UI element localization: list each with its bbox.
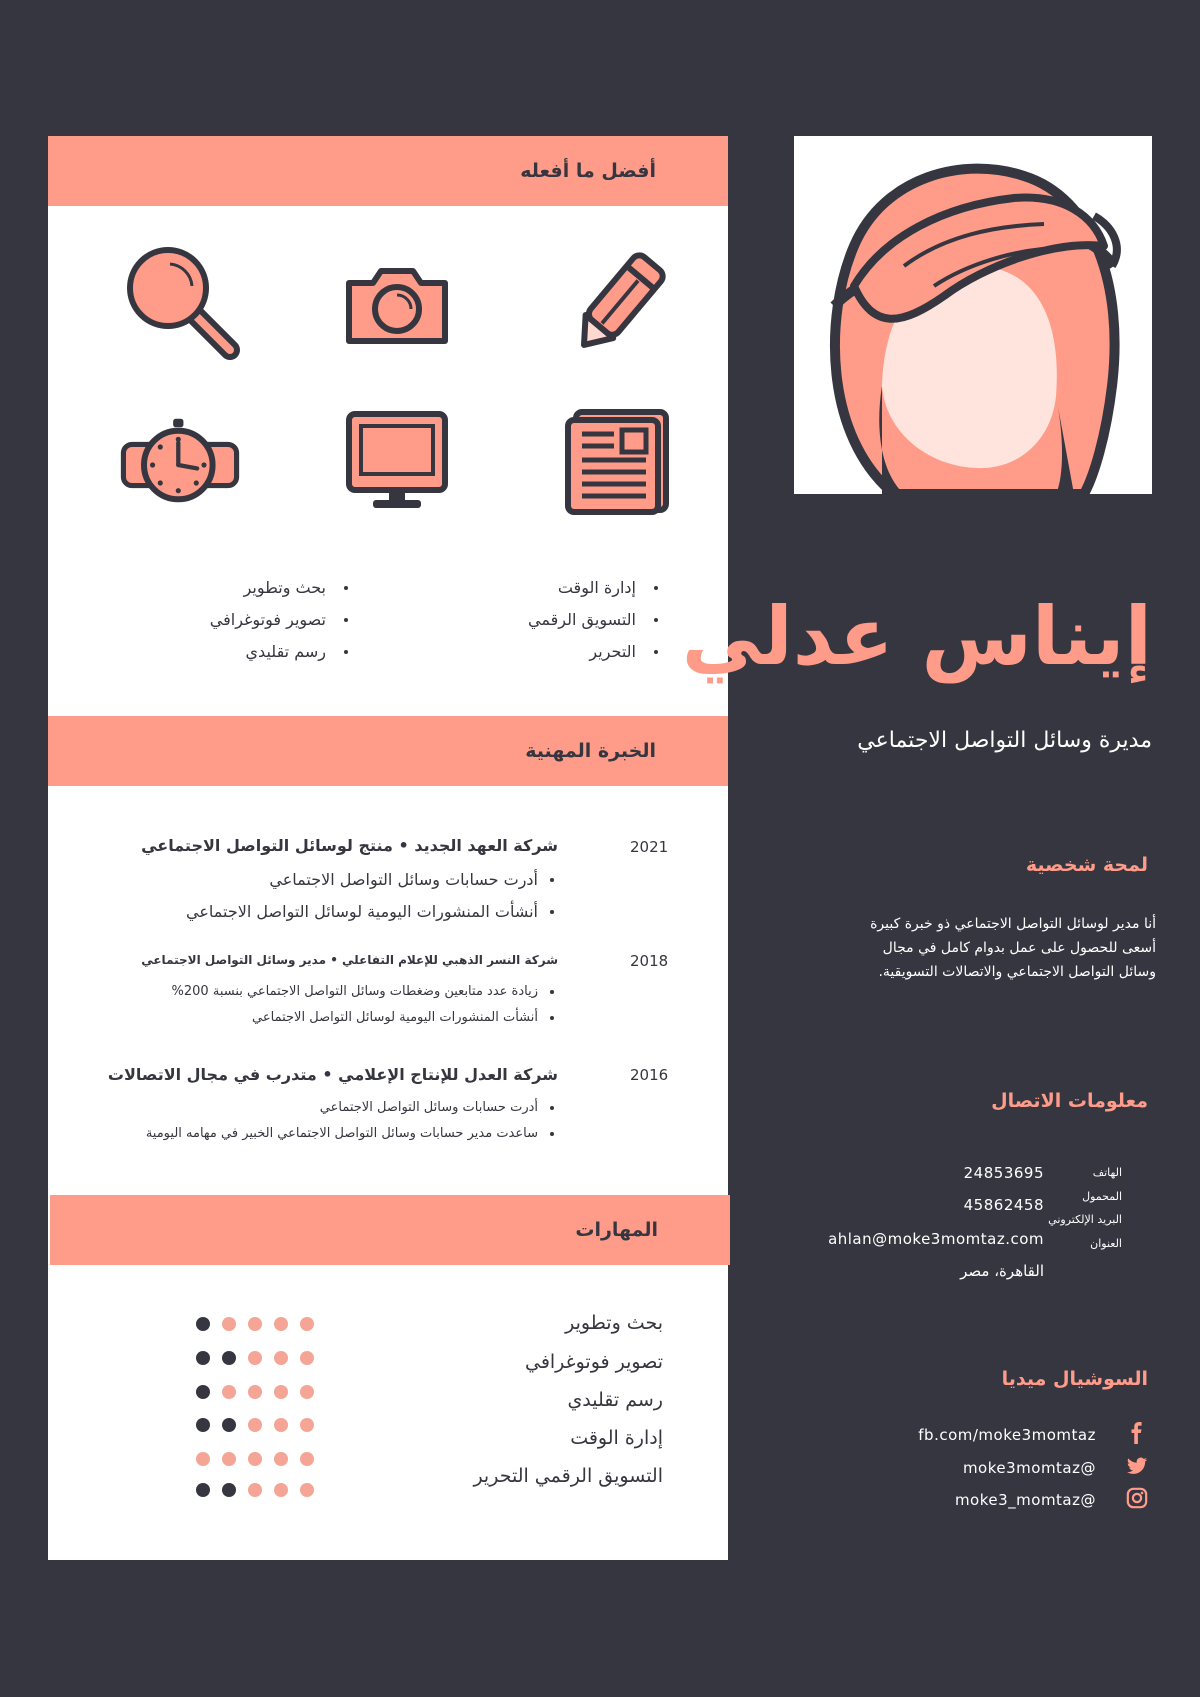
skill-dot [274,1317,288,1331]
skill-dot [274,1418,288,1432]
skill-dot [222,1351,236,1365]
skill-dot [248,1452,262,1466]
skill-dot [300,1452,314,1466]
profile-name: إيناس عدلي [681,590,1152,683]
job-year: 2021 [630,838,669,856]
best-list-right [528,572,658,668]
contact-mobile[interactable]: 45862458 [963,1196,1044,1214]
skill-dot [196,1317,210,1331]
skill-dots [196,1351,314,1365]
skill-dots [196,1385,314,1399]
section-band-experience [48,716,728,786]
contact-label-mobile: المحمول [1082,1190,1122,1203]
section-band-skills [50,1195,730,1265]
section-title-experience: الخبرة المهنية [525,740,656,762]
profile-title: مديرة وسائل التواصل الاجتماعي [857,728,1152,753]
skill-dots [196,1418,314,1432]
skill-name: إدارة الوقت [570,1427,663,1449]
job-item: أدرت حسابات وسائل التواصل الاجتماعي [319,1100,538,1115]
monitor-icon [337,400,457,520]
section-title-skills: المهارات [575,1219,658,1241]
contact-email[interactable] [828,1230,1044,1248]
summary-line: أنا مدير لوسائل التواصل الاجتماعي ذو خبرة كبيرة [870,916,1156,932]
job-title: شركة العدل للإنتاج الإعلامي • متدرب في مجال الاتصالات [107,1065,558,1084]
job-year: 2018 [630,952,669,970]
skill-dot [222,1317,236,1331]
summary-line: وسائل التواصل الاجتماعي والاتصالات التسويقية. [878,964,1156,980]
section-band-best [48,136,728,206]
social-twitter-text[interactable]: @moke3momtaz [962,1459,1096,1477]
job-item: ساعدت مدير حسابات وسائل التواصل الاجتماعي الخبير في مهامه اليومية [145,1126,538,1141]
contact-label-email: البريد الإلكتروني [1048,1213,1122,1226]
skill-dot [196,1351,210,1365]
summary-heading: لمحة شخصية [1025,854,1148,876]
skill-dot [196,1452,210,1466]
list-item: التحرير [528,636,658,668]
best-list-left [210,572,348,668]
skill-dot [274,1483,288,1497]
skill-dot [222,1483,236,1497]
skill-dot [300,1483,314,1497]
social-instagram[interactable] [955,1487,1148,1513]
skill-dot [248,1385,262,1399]
camera-icon [337,245,457,365]
section-title-best: أفضل ما أفعله [520,160,656,182]
skill-dot [196,1418,210,1432]
newspaper-icon [560,400,680,520]
list-item: تصوير فوتوغرافي [210,604,348,636]
skill-dot [274,1351,288,1365]
skill-dots [196,1317,314,1331]
contact-label-address: العنوان [1090,1237,1122,1250]
list-item: رسم تقليدي [210,636,348,668]
skill-name: بحث وتطوير [565,1312,663,1334]
contact-label-phone: الهاتف [1092,1166,1122,1179]
contact-heading: معلومات الاتصال [991,1090,1148,1112]
summary-text [870,912,1156,984]
job-item: أنشأت المنشورات اليومية لوسائل التواصل الاجتماعي [252,1010,538,1025]
social-facebook-text[interactable]: fb.com/moke3momtaz [918,1426,1096,1444]
job-item: أنشأت المنشورات اليومية لوسائل التواصل الاجتماعي [186,902,538,921]
skill-dot [248,1351,262,1365]
summary-line: أسعى للحصول على عمل بدوام كامل في مجال [882,940,1156,956]
contact-phone: 24853695 [963,1164,1044,1182]
job-title: شركة العهد الجديد • منتج لوسائل التواصل الاجتماعي [141,836,558,855]
skill-dots [196,1452,314,1466]
avatar [794,136,1152,494]
skill-name: رسم تقليدي [567,1389,663,1411]
skill-dot [300,1317,314,1331]
instagram-icon [1126,1487,1148,1513]
skill-dot [248,1317,262,1331]
skill-dot [248,1418,262,1432]
skill-dots [196,1483,314,1497]
list-item: التسويق الرقمي [528,604,658,636]
job-item: أدرت حسابات وسائل التواصل الاجتماعي [269,870,538,889]
skill-name: تصوير فوتوغرافي [524,1351,663,1373]
list-item: إدارة الوقت [528,572,658,604]
facebook-icon [1126,1422,1148,1448]
skill-dot [300,1385,314,1399]
list-item: بحث وتطوير [210,572,348,604]
job-year: 2016 [630,1066,669,1084]
skill-dot [300,1418,314,1432]
woman-avatar-icon [794,136,1152,494]
skill-dot [222,1385,236,1399]
skill-dot [274,1452,288,1466]
skill-dot [196,1385,210,1399]
contact-address: القاهرة، مصر [960,1262,1044,1280]
job-title: شركة النسر الذهبي للإعلام التفاعلي • مدير وسائل التواصل الاجتماعي [141,953,558,967]
twitter-icon [1126,1455,1148,1481]
skill-dot [196,1483,210,1497]
skill-dot [300,1351,314,1365]
social-twitter[interactable] [963,1455,1148,1481]
skill-name: التسويق الرقمي التحرير [473,1465,663,1487]
skill-dot [248,1483,262,1497]
contact-email-value[interactable]: ahlan@moke3momtaz.com [828,1230,1044,1248]
skill-dot [222,1418,236,1432]
skill-dot [274,1385,288,1399]
watch-icon [120,405,240,525]
skill-dot [222,1452,236,1466]
magnifier-icon [120,240,240,360]
social-heading: السوشيال ميديا [1001,1368,1148,1390]
job-item: زيادة عدد متابعين وضغطات وسائل التواصل الاجتماعي بنسبة 200% [171,984,538,999]
pencil-icon [560,242,680,362]
social-instagram-text[interactable]: @moke3_momtaz [954,1491,1096,1509]
social-facebook[interactable] [918,1422,1148,1448]
